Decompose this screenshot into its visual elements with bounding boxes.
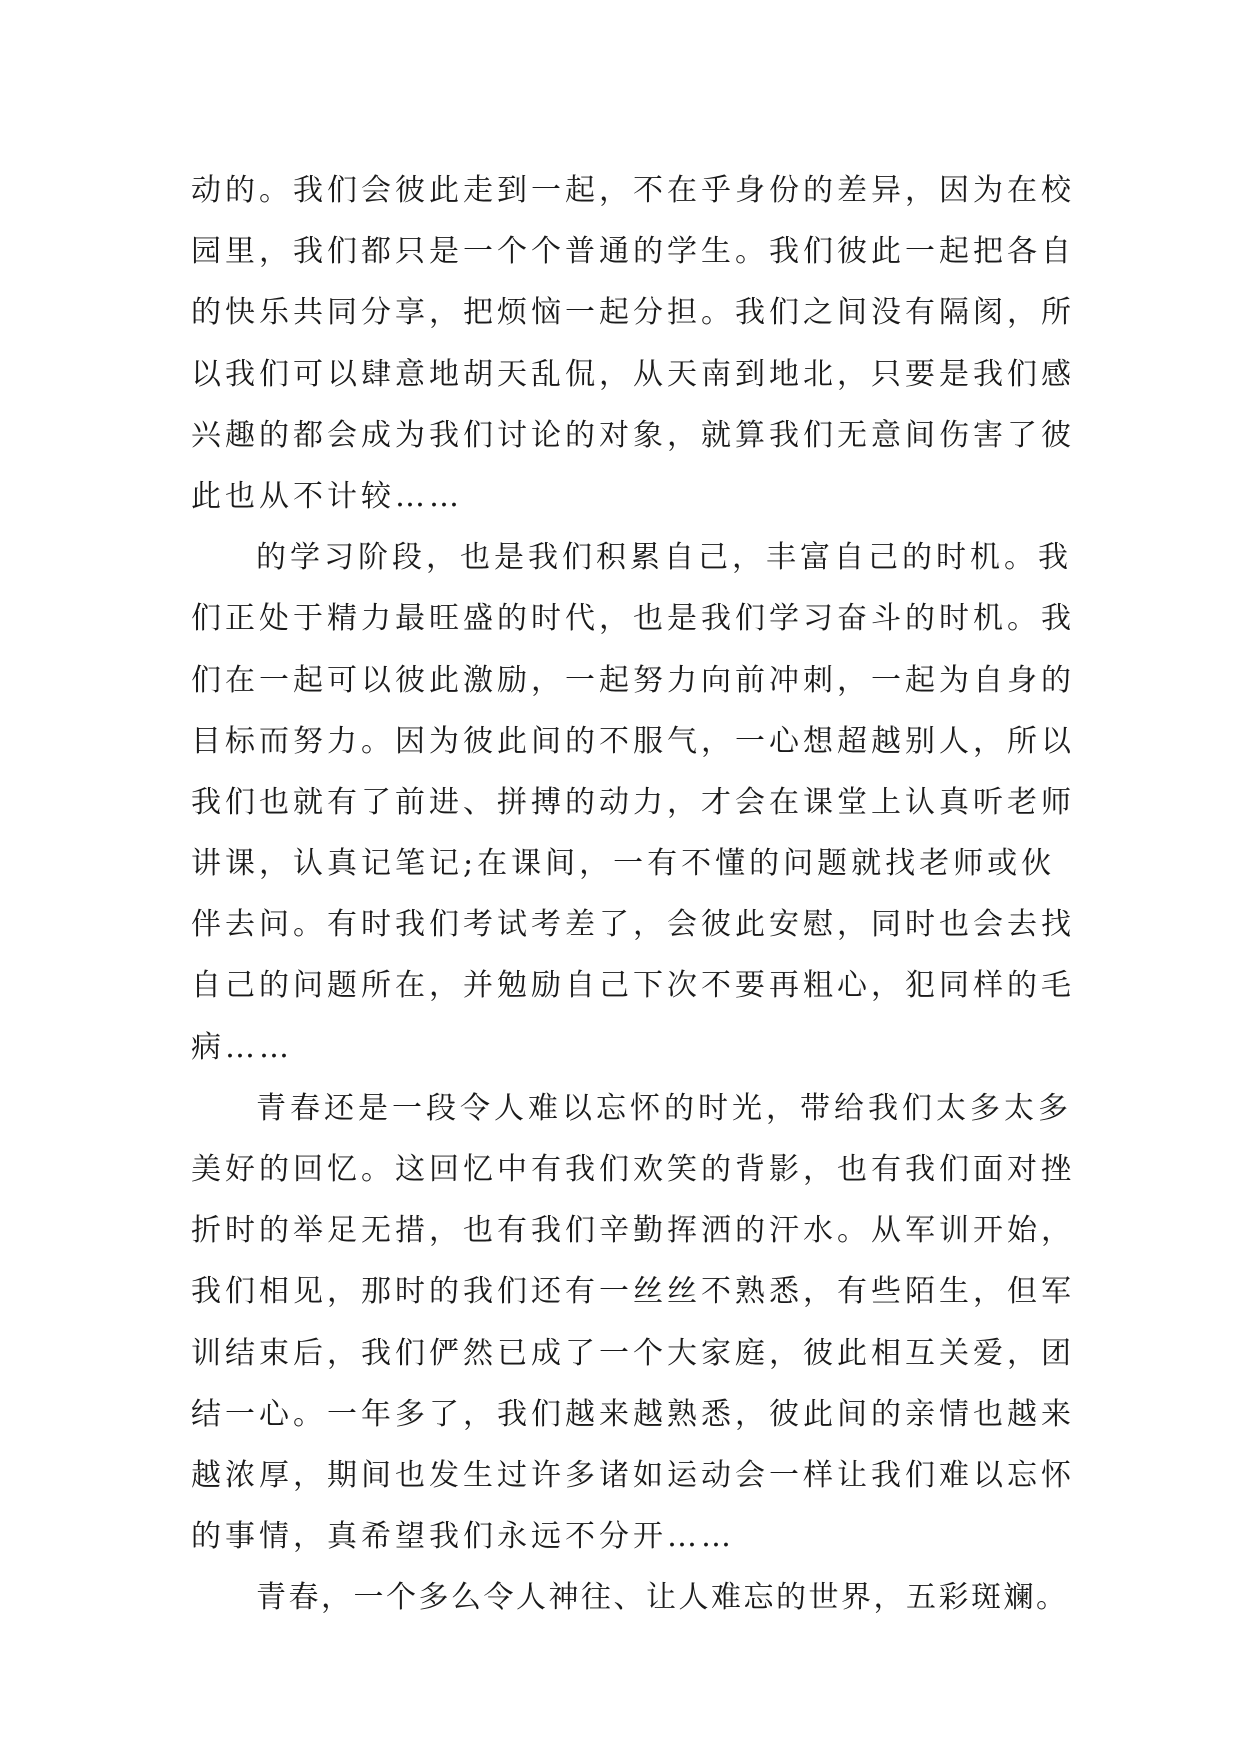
text-line: 此也从不计较…… — [191, 478, 463, 514]
text-line: 我们相见，那时的我们还有一丝丝不熟悉，有些陌生，但军 — [191, 1274, 1075, 1310]
text-line: 的事情，真希望我们永远不分开…… — [191, 1519, 735, 1555]
text-line: 病…… — [191, 1029, 293, 1065]
text-line: 兴趣的都会成为我们讨论的对象，就算我们无意间伤害了彼 — [191, 417, 1075, 453]
text-line: 讲课，认真记笔记;在课间，一有不懂的问题就找老师或伙 — [191, 846, 1056, 882]
body-text — [191, 160, 1075, 1629]
text-line: 我们也就有了前进、拼搏的动力，才会在课堂上认真听老师 — [191, 784, 1075, 820]
paragraph-first-line: 青春还是一段令人难以忘怀的时光，带给我们太多太多 — [256, 1090, 1072, 1126]
text-line: 动的。我们会彼此走到一起，不在乎身份的差异，因为在校 — [191, 173, 1075, 208]
text-line: 训结束后，我们俨然已成了一个大家庭，彼此相互关爱，团 — [191, 1335, 1075, 1371]
text-line: 以我们可以肆意地胡天乱侃，从天南到地北，只要是我们感 — [191, 356, 1075, 392]
text-line: 的快乐共同分享，把烦恼一起分担。我们之间没有隔阂，所 — [191, 295, 1075, 331]
text-line: 们在一起可以彼此激励，一起努力向前冲刺，一起为自身的 — [191, 662, 1075, 698]
text-line: 们正处于精力最旺盛的时代，也是我们学习奋斗的时机。我 — [191, 601, 1075, 637]
text-line: 目标而努力。因为彼此间的不服气，一心想超越别人，所以 — [191, 723, 1075, 759]
text-line: 自己的问题所在，并勉励自己下次不要再粗心，犯同样的毛 — [191, 968, 1075, 1004]
text-line: 园里，我们都只是一个个普通的学生。我们彼此一起把各自 — [191, 234, 1075, 270]
text-line: 结一心。一年多了，我们越来越熟悉，彼此间的亲情也越来 — [191, 1396, 1075, 1432]
text-line: 折时的举足无措，也有我们辛勤挥洒的汗水。从军训开始， — [191, 1213, 1075, 1249]
text-line: 越浓厚，期间也发生过许多诸如运动会一样让我们难以忘怀 — [191, 1457, 1075, 1493]
paragraph-first-line: 青春，一个多么令人神往、让人难忘的世界，五彩斑斓。 — [256, 1580, 1069, 1616]
paragraph-first-line: 的学习阶段，也是我们积累自己，丰富自己的时机。我 — [256, 540, 1072, 576]
text-line: 伴去问。有时我们考试考差了，会彼此安慰，同时也会去找 — [191, 907, 1075, 943]
text-line: 美好的回忆。这回忆中有我们欢笑的背影，也有我们面对挫 — [191, 1152, 1075, 1187]
